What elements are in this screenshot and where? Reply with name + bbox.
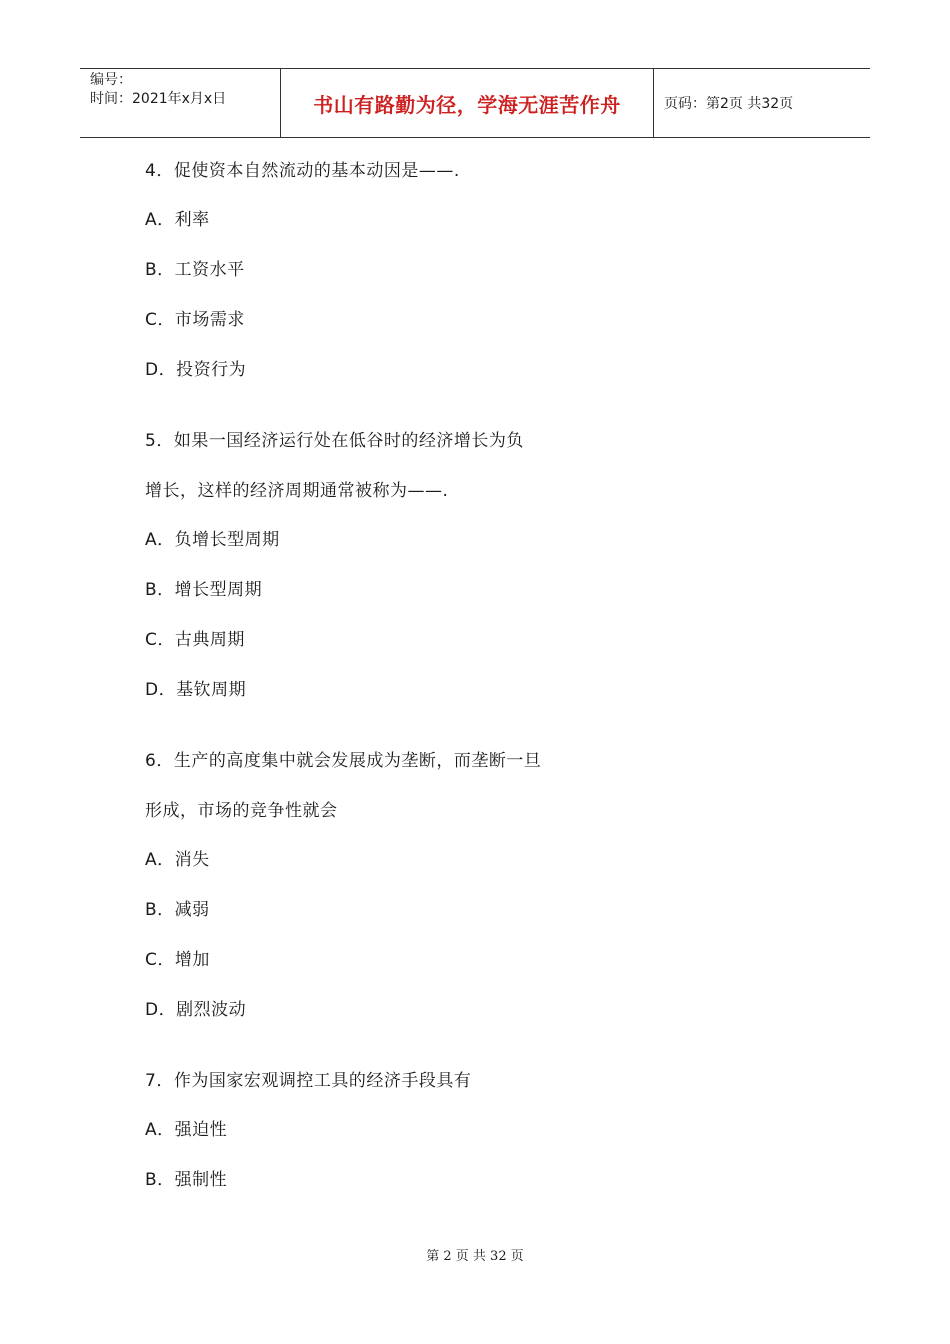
option-b: B．增长型周期	[145, 580, 263, 600]
option-d: D．剧烈波动	[145, 1000, 247, 1020]
option-b: B．强制性	[145, 1170, 228, 1190]
option-a: A．利率	[145, 210, 210, 230]
question-stem-continued: 形成，市场的竞争性就会	[145, 801, 338, 821]
question-stem: 7．作为国家宏观调控工具的经济手段具有	[145, 1071, 472, 1091]
question-stem-continued: 增长，这样的经济周期通常被称为——.	[145, 481, 449, 501]
header-motto: 书山有路勤为径，学海无涯苦作舟	[281, 69, 654, 137]
time-label: 时间：2021年x月x日	[90, 91, 227, 107]
page-header	[80, 68, 870, 138]
option-a: A．强迫性	[145, 1120, 228, 1140]
option-a: A．消失	[145, 850, 210, 870]
option-c: C．古典周期	[145, 630, 245, 650]
option-a: A．负增长型周期	[145, 530, 280, 550]
header-page-info: 页码：第2页 共32页	[664, 96, 794, 112]
number-label: 编号：	[90, 72, 132, 88]
option-d: D．基钦周期	[145, 680, 247, 700]
option-c: C．增加	[145, 950, 210, 970]
option-d: D．投资行为	[145, 360, 247, 380]
question-stem: 4．促使资本自然流动的基本动因是——.	[145, 161, 460, 181]
option-c: C．市场需求	[145, 310, 245, 330]
option-b: B．工资水平	[145, 260, 245, 280]
question-stem: 6．生产的高度集中就会发展成为垄断，而垄断一旦	[145, 751, 542, 771]
question-stem: 5．如果一国经济运行处在低谷时的经济增长为负	[145, 431, 524, 451]
page-footer: 第 2 页 共 32 页	[426, 1249, 524, 1264]
header-meta	[80, 69, 281, 137]
option-b: B．减弱	[145, 900, 210, 920]
